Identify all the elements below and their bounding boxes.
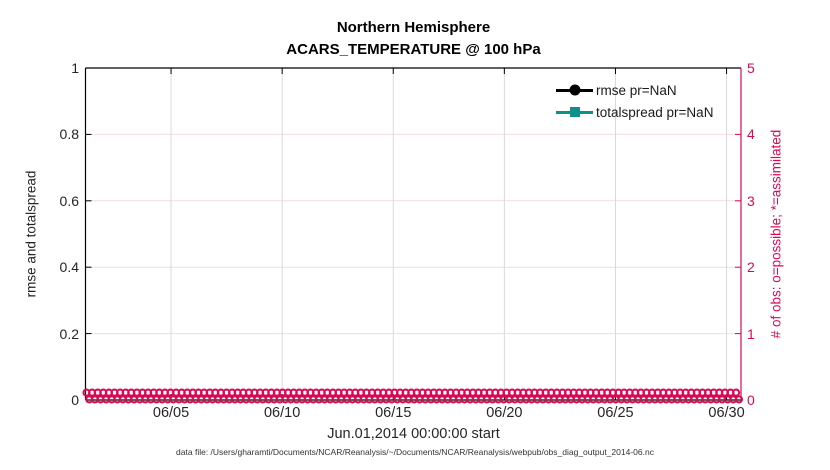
legend: [556, 79, 713, 123]
x-tick-label: 06/15: [375, 405, 412, 421]
legend-sample-line: [556, 83, 593, 97]
x-tick-label: 06/30: [708, 405, 745, 421]
y-left-tick-label: 0.2: [59, 325, 79, 342]
obs-count-marker: [733, 390, 739, 396]
right-axis-label: # of obs: o=possible; *=assimilated: [768, 129, 784, 339]
x-tick-label: 06/10: [263, 405, 301, 421]
legend-item-label: totalspread pr=NaN: [596, 104, 714, 120]
y-right-tick-label: 3: [747, 192, 755, 209]
data-file-footer: data file: /Users/gharamti/Documents/NCAR/Reanalysis/~/Documents/NCAR/Reanalysis/webpub/obs_diag_output_2014-06.nc: [176, 447, 654, 457]
legend-item-label: rmse pr=NaN: [596, 82, 677, 98]
x-tick-label: 06/05: [152, 405, 190, 421]
legend-item: [556, 79, 713, 101]
y-right-tick-label: 4: [747, 126, 755, 143]
chart-subtitle: ACARS_TEMPERATURE @ 100 hPa: [286, 41, 541, 58]
legend-sample-line: [556, 105, 593, 119]
y-left-tick-label: 0.6: [59, 192, 79, 209]
x-axis-label: Jun.01,2014 00:00:00 start: [327, 426, 500, 442]
chart-title-block: [0, 17, 827, 61]
y-left-tick-label: 0.8: [59, 126, 79, 143]
y-right-tick-label: 2: [747, 259, 755, 276]
y-left-tick-label: 0.4: [59, 259, 79, 276]
x-tick-label: 06/25: [597, 405, 634, 421]
y-right-tick-label: 0: [747, 392, 755, 408]
y-left-tick-label: 1: [71, 60, 79, 76]
chart-title: Northern Hemisphere: [336, 19, 491, 36]
circle-marker-icon: [569, 85, 580, 96]
y-left-tick-label: 0: [71, 392, 79, 408]
square-marker-icon: [570, 107, 580, 117]
y-right-tick-label: 5: [747, 60, 755, 76]
left-axis-label: rmse and totalspread: [23, 170, 39, 298]
x-tick-label: 06/20: [486, 405, 523, 421]
legend-item: [556, 101, 713, 123]
y-right-tick-label: 1: [747, 325, 755, 342]
